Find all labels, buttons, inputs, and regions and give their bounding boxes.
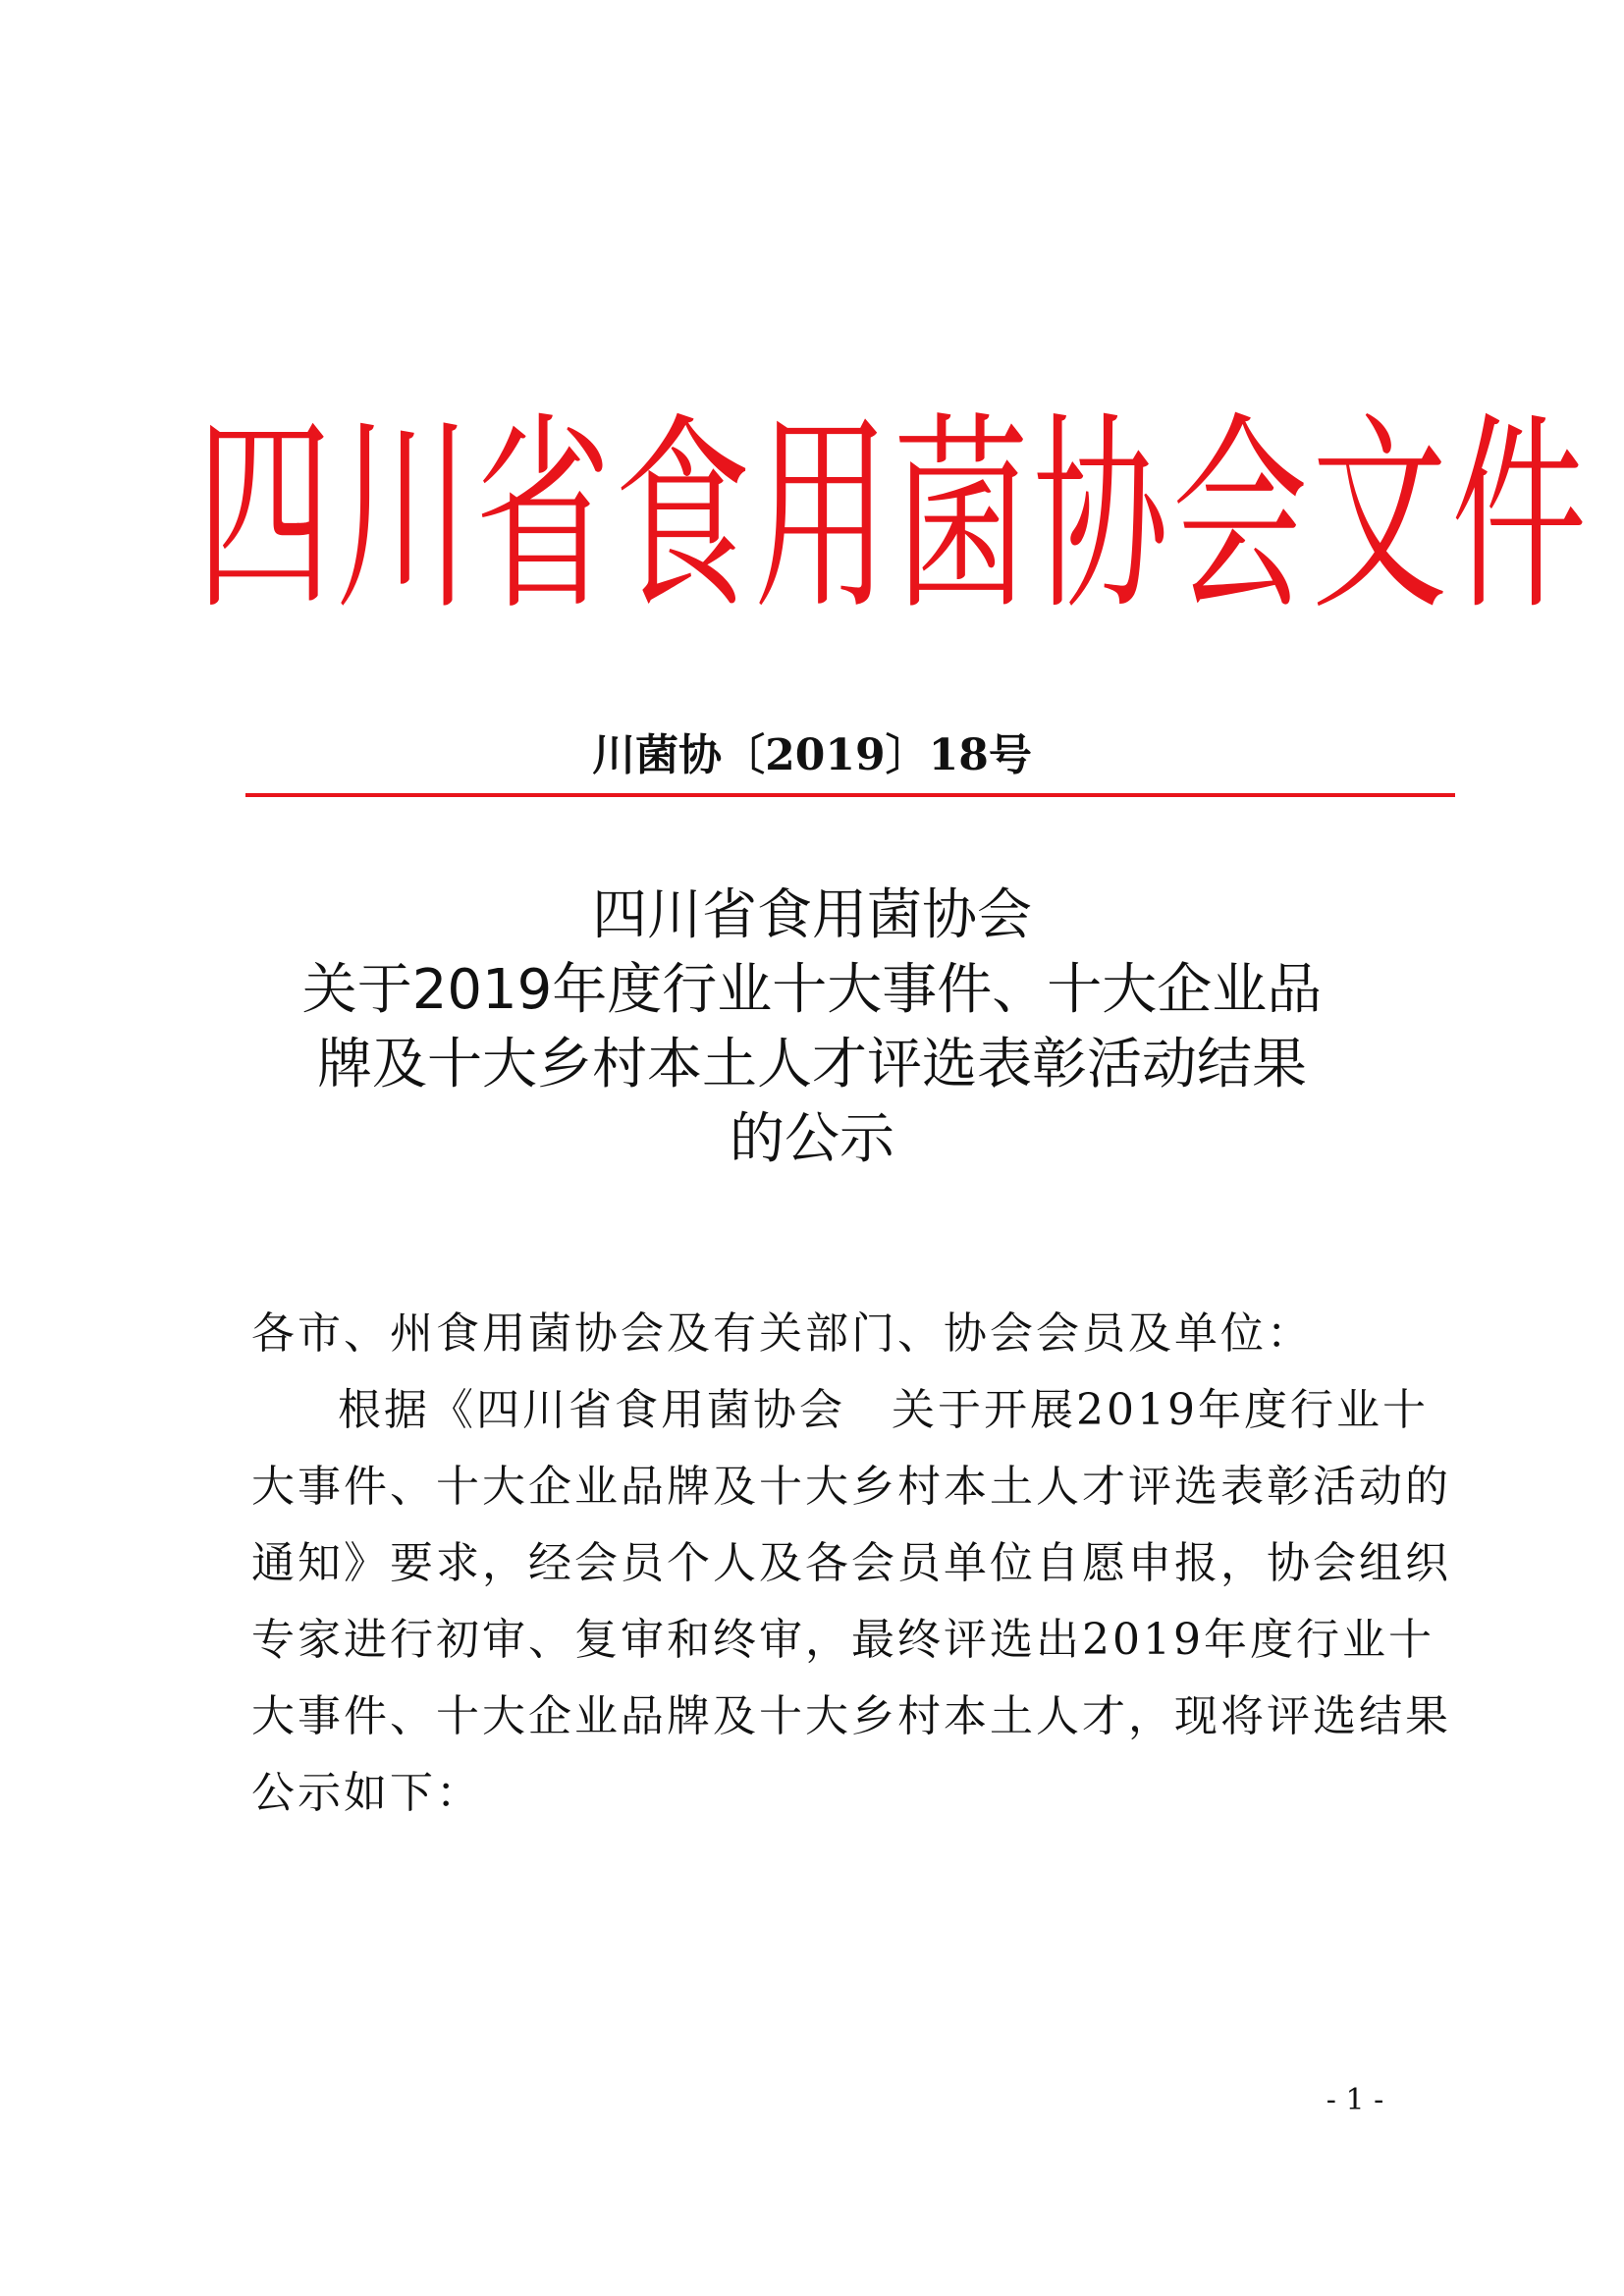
salutation: 各市、州食用菌协会及有关部门、协会会员及单位：	[251, 1308, 1313, 1359]
body-line-2: 大事件、十大企业品牌及十大乡村本土人才评选表彰活动的	[251, 1462, 1451, 1512]
page-number: - 1 -	[1326, 2083, 1384, 2117]
title-line-1: 四川省食用菌协会	[592, 883, 1032, 947]
body-line-4: 专家进行初审、复审和终审，最终评选出2019年度行业十	[251, 1615, 1435, 1665]
notice-body	[251, 1296, 1451, 1832]
notice-title	[177, 879, 1447, 1177]
body-line-5: 大事件、十大企业品牌及十大乡村本土人才，现将评选结果	[251, 1691, 1451, 1741]
body-line-1: 根据《四川省食用菌协会 关于开展2019年度行业十	[338, 1385, 1429, 1435]
title-line-3: 牌及十大乡村本土人才评选表彰活动结果	[317, 1033, 1307, 1096]
title-line-2: 关于2019年度行业十大事件、十大企业品	[301, 958, 1323, 1022]
document-number: 川菌协〔2019〕18号	[592, 730, 1032, 780]
letterhead-title: 四川省食用菌协会文件	[196, 394, 1592, 639]
body-line-6: 公示如下：	[251, 1768, 482, 1818]
red-divider-line	[245, 793, 1455, 797]
body-line-3: 通知》要求，经会员个人及各会员单位自愿申报，协会组织	[251, 1538, 1451, 1588]
title-line-4: 的公示	[730, 1107, 894, 1171]
